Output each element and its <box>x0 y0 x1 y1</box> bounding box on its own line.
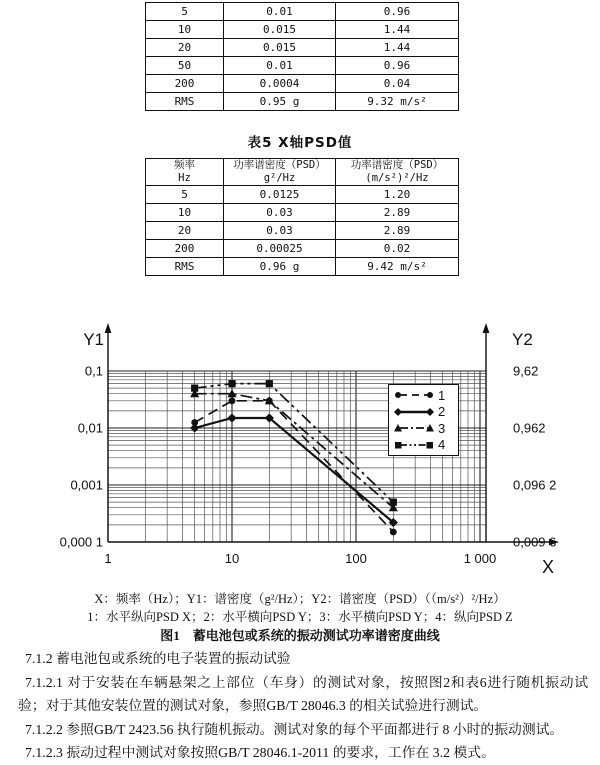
table-row <box>146 204 459 222</box>
diamond-marker-icon <box>394 408 402 416</box>
x-axis-title: X <box>542 557 555 577</box>
y1-axis-arrow-icon <box>105 323 112 333</box>
table-row <box>146 258 459 276</box>
y2-axis-title: Y2 <box>512 330 533 349</box>
y2-tick-label: 0,009 6 <box>513 534 557 550</box>
x-tick-label: 100 <box>345 551 367 566</box>
table-row <box>146 39 459 57</box>
legend-sample-dashed-circle <box>393 389 435 401</box>
square-marker-icon <box>390 499 397 506</box>
circle-marker-icon <box>395 392 401 398</box>
y1-axis-title: Y1 <box>83 330 104 349</box>
table-row <box>146 240 459 258</box>
para-7-1-2-2: 7.1.2.2 参照GB/T 2423.56 执行随机振动。测试对象的每个平面都进行 8 小时的振动测试。 <box>25 721 564 737</box>
y2-tick-label: 9,62 <box>513 363 539 379</box>
table-row <box>146 3 459 21</box>
table5-title: 表5 X轴PSD值 <box>247 135 353 151</box>
table-cell: 0.00025 <box>224 240 336 258</box>
square-marker-icon <box>191 385 198 392</box>
legend-label: 2 <box>438 404 446 420</box>
square-marker-icon <box>266 380 273 387</box>
square-marker-icon <box>228 380 235 387</box>
y1-tick-label: 0,000 1 <box>59 534 103 550</box>
table-row <box>146 75 459 93</box>
table-cell: 0.01 <box>224 57 336 75</box>
table-row <box>146 57 459 75</box>
header-label: 功率谱密度（PSD） <box>233 159 326 171</box>
table-cell: 20 <box>146 222 224 240</box>
legend-sample-dashdotdot-square <box>393 439 435 451</box>
y2-axis-arrow-icon <box>483 323 490 333</box>
figure-title: 图1 蓄电池包或系统的振动测试功率谱密度曲线 <box>160 628 440 643</box>
header-label: 功率谱密度（PSD） <box>350 159 444 171</box>
table-cell: 20 <box>146 39 224 57</box>
y2-tick-label: 0,962 <box>513 420 546 436</box>
table-cell: 5 <box>146 3 224 21</box>
table-cell: 0.03 <box>224 204 336 222</box>
table-cell: 0.03 <box>224 222 336 240</box>
square-marker-icon <box>395 442 402 449</box>
figure-series-caption: 1：水平纵向PSD X；2：水平横向PSD Y；3：水平横向PSD Y；4：纵向PSD Z <box>87 610 513 624</box>
table-cell: 0.96 <box>336 57 459 75</box>
table-header-cell <box>146 159 224 186</box>
table-cell: 0.95 g <box>224 93 336 111</box>
para-7-1-2-1: 7.1.2.1 对于安装在车辆悬架之上部位（车身）的测试对象，按照图2和表6进行随机振动试验；对于其他安装位置的测试对象，参照GB/T 28046.3 的相关试验进行测试。 <box>18 674 588 713</box>
header-unit: g²/Hz <box>263 172 296 184</box>
table-cell: 200 <box>146 240 224 258</box>
table-row <box>146 222 459 240</box>
table-cell: RMS <box>146 258 224 276</box>
table-cell: 1.44 <box>336 39 459 57</box>
table-row <box>146 21 459 39</box>
diamond-marker-icon <box>190 423 199 432</box>
table-cell: 2.89 <box>336 222 459 240</box>
table-cell: 9.42 m/s² <box>336 258 459 276</box>
table-cell: 10 <box>146 21 224 39</box>
legend-row <box>393 420 455 437</box>
table-cell: 0.02 <box>336 240 459 258</box>
table-cell: RMS <box>146 93 224 111</box>
table-row <box>146 186 459 204</box>
diamond-marker-icon <box>426 408 434 416</box>
body-text <box>18 647 588 765</box>
table-cell: 50 <box>146 57 224 75</box>
y1-tick-label: 0,001 <box>70 477 103 493</box>
legend-label: 4 <box>438 437 446 453</box>
header-label: 频率 <box>174 159 195 171</box>
diamond-marker-icon <box>227 413 236 422</box>
table-header-row <box>146 159 459 186</box>
table-row <box>146 93 459 111</box>
figure-axis-caption: X：频率（Hz）；Y1：谱密度（g²/Hz）；Y2：谱密度（PSD）（（m/s²）²/Hz） <box>94 592 506 606</box>
x-tick-label: 10 <box>224 551 240 566</box>
x-tick-label: 1 <box>104 551 112 566</box>
top-table <box>145 2 459 111</box>
table-header-cell <box>224 159 336 186</box>
table-cell: 1.20 <box>336 186 459 204</box>
para-7-1-2-3: 7.1.2.3 振动过程中测试对象按照GB/T 28046.1-2011 的要求，工作在 3.2 模式。 <box>25 745 495 760</box>
table-header-cell <box>336 159 459 186</box>
table-cell: 0.015 <box>224 21 336 39</box>
x-tick-label: 1 000 <box>463 551 497 566</box>
y1-tick-label: 0,1 <box>84 363 103 379</box>
legend-sample-dashdot-triangle <box>393 422 435 434</box>
table-cell: 0.015 <box>224 39 336 57</box>
table-cell: 2.89 <box>336 204 459 222</box>
table-cell: 0.0004 <box>224 75 336 93</box>
table-cell: 0.96 g <box>224 258 336 276</box>
table5 <box>145 158 459 276</box>
legend-label: 1 <box>438 387 446 403</box>
circle-marker-icon <box>390 529 397 536</box>
legend-sample-solid-diamond <box>393 406 435 418</box>
legend-row <box>393 404 455 421</box>
header-unit: (m/s²)²/Hz <box>365 172 429 184</box>
chart-legend <box>388 384 459 456</box>
legend-row <box>393 387 455 404</box>
table-cell: 10 <box>146 204 224 222</box>
para-7-1-2: 7.1.2 蓄电池包或系统的电子装置的振动试验 <box>25 651 291 666</box>
square-marker-icon <box>427 442 434 449</box>
table-cell: 0.96 <box>336 3 459 21</box>
table-cell: 0.04 <box>336 75 459 93</box>
table-cell: 200 <box>146 75 224 93</box>
psd-chart <box>0 318 600 586</box>
y2-tick-label: 0,096 2 <box>513 477 557 493</box>
circle-marker-icon <box>229 397 236 404</box>
header-unit: Hz <box>178 172 191 184</box>
table-cell: 9.32 m/s² <box>336 93 459 111</box>
table-cell: 0.0125 <box>224 186 336 204</box>
series-line-4 <box>195 384 394 503</box>
table-cell: 5 <box>146 186 224 204</box>
legend-row <box>393 437 455 454</box>
y1-tick-label: 0,01 <box>77 420 103 436</box>
table-cell: 1.44 <box>336 21 459 39</box>
legend-label: 3 <box>438 420 446 436</box>
circle-marker-icon <box>427 392 433 398</box>
table-cell: 0.01 <box>224 3 336 21</box>
